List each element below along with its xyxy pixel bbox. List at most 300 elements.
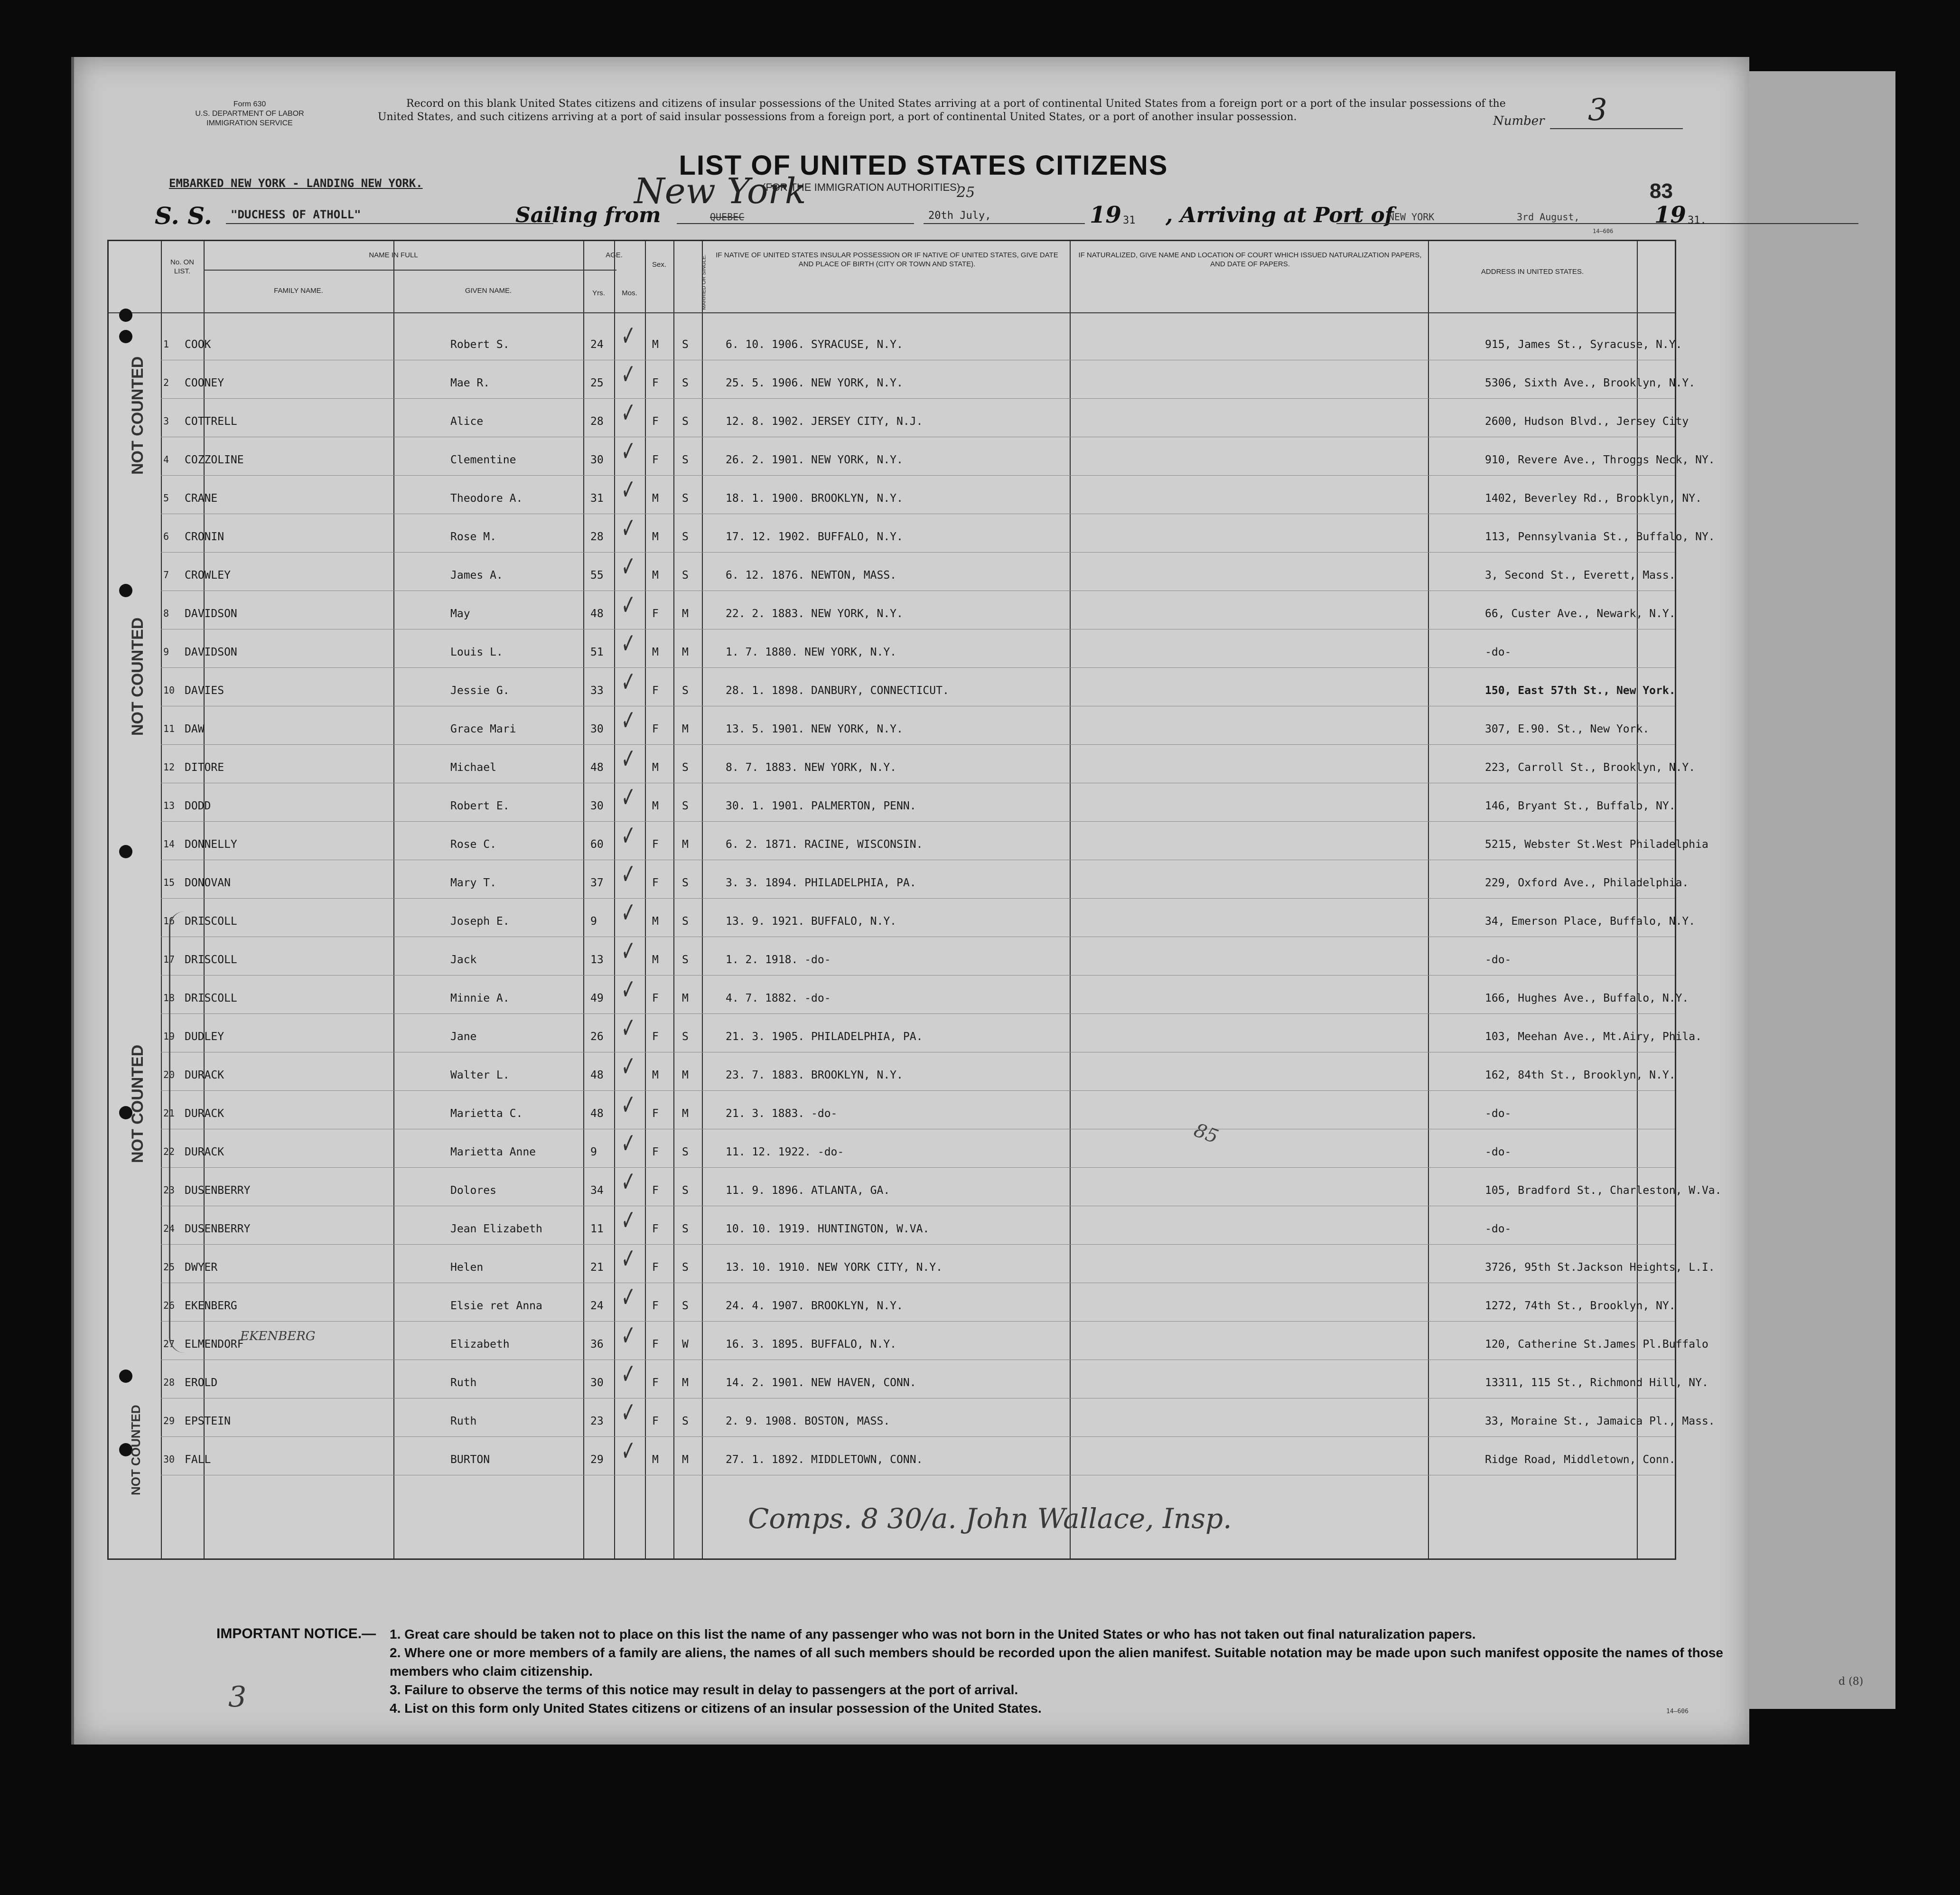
- birth-info: 13. 5. 1901. NEW YORK, N.Y.: [726, 723, 903, 735]
- row-line: [161, 898, 1675, 899]
- row-number: 20: [163, 1069, 175, 1080]
- page-title: LIST OF UNITED STATES CITIZENS: [679, 150, 1168, 181]
- col-header-name-in-full: NAME IN FULL: [369, 251, 418, 259]
- age-years: 48: [590, 608, 604, 620]
- birth-info: 25. 5. 1906. NEW YORK, N.Y.: [726, 377, 903, 389]
- col-divider: [1070, 241, 1071, 1558]
- row-number: 15: [163, 877, 175, 888]
- row-line: [161, 1013, 1675, 1014]
- marital-status: S: [682, 877, 689, 889]
- age-years: 31: [590, 492, 604, 505]
- address: 103, Meehan Ave., Mt.Airy, Phila.: [1485, 1031, 1702, 1043]
- bottom-handwritten-number: 3: [228, 1680, 247, 1714]
- address: 5215, Webster St.West Philadelphia: [1485, 838, 1708, 851]
- marital-status: S: [682, 1146, 689, 1158]
- address: 33, Moraine St., Jamaica Pl., Mass.: [1485, 1415, 1715, 1427]
- row-number: 10: [163, 685, 175, 696]
- check-mark-icon: ✓: [621, 819, 636, 853]
- sex: M: [652, 646, 659, 658]
- punch-hole: [119, 584, 132, 597]
- birth-info: 6. 12. 1876. NEWTON, MASS.: [726, 569, 897, 582]
- form-number: Form 630: [233, 100, 266, 108]
- age-years: 60: [590, 838, 604, 851]
- age-years: 9: [590, 1146, 597, 1158]
- family-name: FALL: [185, 1454, 211, 1466]
- row-number: 14: [163, 838, 175, 850]
- col-header-yrs: Yrs.: [592, 289, 605, 297]
- intro-text: Record on this blank United States citizens and citizens of insular possessions of the United States arriving at a port of continental United States from a foreign port or a port of the insular possessions of the United States, and such citizens arriving at a port of said insular possessions from a foreign port, a port of continental United States, or a port of another insular possession.: [378, 98, 1506, 123]
- punch-hole: [119, 330, 132, 343]
- sailing-line: [677, 223, 914, 224]
- col-divider: [1637, 241, 1638, 1558]
- col-header-birth: IF NATIVE OF UNITED STATES INSULAR POSSESSION OR IF NATIVE OF UNITED STATES, GIVE DATE AND PLACE OF BIRTH (CITY OR TOWN AND STATE).: [716, 251, 1058, 268]
- family-name: DITORE: [185, 761, 224, 774]
- row-number: 1: [163, 338, 169, 350]
- row-number: 2: [163, 377, 169, 388]
- col-header-no: No. ON LIST.: [170, 258, 194, 275]
- row-line: [161, 1090, 1675, 1091]
- family-name: DUSENBERRY: [185, 1184, 251, 1197]
- address: 66, Custer Ave., Newark, N.Y.: [1485, 608, 1676, 620]
- address: 13311, 115 St., Richmond Hill, NY.: [1485, 1377, 1708, 1389]
- citizens-table: [107, 240, 1722, 1560]
- marital-status: M: [682, 608, 689, 620]
- arriving-label: , Arriving at Port of: [1166, 203, 1394, 227]
- birth-info: 18. 1. 1900. BROOKLYN, N.Y.: [726, 492, 903, 505]
- age-years: 11: [590, 1223, 604, 1235]
- given-name: Louis L.: [450, 646, 503, 658]
- age-years: 28: [590, 531, 604, 543]
- check-mark-icon: ✓: [621, 858, 636, 891]
- row-number: 23: [163, 1184, 175, 1196]
- arrival-year-suffix: 31.: [1688, 215, 1707, 226]
- under-sheet-tag: d (8): [1839, 1676, 1864, 1688]
- row-number: 24: [163, 1223, 175, 1234]
- marital-status: S: [682, 1300, 689, 1312]
- arrival-port: NEW YORK: [1389, 211, 1435, 223]
- age-years: 36: [590, 1338, 604, 1351]
- row-number: 4: [163, 454, 169, 465]
- given-name: Mae R.: [450, 377, 490, 389]
- given-name: Mary T.: [450, 877, 496, 889]
- given-name: Clementine: [450, 454, 516, 466]
- sex: F: [652, 415, 659, 428]
- marital-status: S: [682, 954, 689, 966]
- check-mark-icon: ✓: [621, 1012, 636, 1045]
- address: 1272, 74th St., Brooklyn, NY.: [1485, 1300, 1676, 1312]
- row-line: [161, 1436, 1675, 1437]
- given-name: Dolores: [450, 1184, 496, 1197]
- sailing-handwritten: New York: [634, 171, 806, 212]
- birth-info: 2. 9. 1908. BOSTON, MASS.: [726, 1415, 890, 1427]
- marital-status: M: [682, 1377, 689, 1389]
- check-mark-icon: ✓: [621, 512, 636, 545]
- address: 223, Carroll St., Brooklyn, N.Y.: [1485, 761, 1696, 774]
- age-years: 48: [590, 1107, 604, 1120]
- ship-name: "DUCHESS OF ATHOLL": [231, 208, 361, 221]
- col-header-mos: Mos.: [622, 289, 637, 297]
- notice-list: [390, 1625, 1728, 1717]
- arrival-date: 3rd August,: [1517, 211, 1580, 223]
- number-line: [1550, 128, 1683, 129]
- margin-bracket: [169, 911, 185, 1353]
- marital-status: S: [682, 915, 689, 928]
- row-number: 27: [163, 1338, 175, 1350]
- marital-status: S: [682, 1261, 689, 1274]
- address: 910, Revere Ave., Throggs Neck, NY.: [1485, 454, 1715, 466]
- birth-info: 6. 10. 1906. SYRACUSE, N.Y.: [726, 338, 903, 351]
- punch-hole: [119, 1370, 132, 1383]
- check-mark-icon: ✓: [621, 319, 636, 353]
- family-name: DRISCOLL: [185, 954, 237, 966]
- given-name: Marietta C.: [450, 1107, 523, 1120]
- family-name: COZZOLINE: [185, 454, 244, 466]
- number-label: Number: [1493, 114, 1545, 128]
- address: 120, Catherine St.James Pl.Buffalo: [1485, 1338, 1708, 1351]
- check-mark-icon: ✓: [621, 1204, 636, 1237]
- row-number: 29: [163, 1415, 175, 1426]
- sex: F: [652, 1184, 659, 1197]
- birth-info: 21. 3. 1883. -do-: [726, 1107, 838, 1120]
- marital-status: S: [682, 415, 689, 428]
- birth-info: 24. 4. 1907. BROOKLYN, N.Y.: [726, 1300, 903, 1312]
- age-years: 34: [590, 1184, 604, 1197]
- check-mark-icon: ✓: [621, 1050, 636, 1083]
- address: 150, East 57th St., New York.: [1485, 685, 1676, 697]
- form-block: [140, 100, 359, 128]
- address: 166, Hughes Ave., Buffalo, N.Y.: [1485, 992, 1689, 1004]
- family-name: CRANE: [185, 492, 218, 505]
- sex: F: [652, 877, 659, 889]
- address: 915, James St., Syracuse, N.Y.: [1485, 338, 1682, 351]
- family-name: DONNELLY: [185, 838, 237, 851]
- address: 162, 84th St., Brooklyn, N.Y.: [1485, 1069, 1676, 1081]
- col-divider: [583, 241, 584, 1558]
- age-years: 51: [590, 646, 604, 658]
- row-line: [161, 1321, 1675, 1322]
- address: 105, Bradford St., Charleston, W.Va.: [1485, 1184, 1722, 1197]
- check-mark-icon: ✓: [621, 1396, 636, 1429]
- family-name: EPSTEIN: [185, 1415, 231, 1427]
- check-mark-icon: ✓: [621, 1319, 636, 1352]
- marital-status: S: [682, 377, 689, 389]
- sex: F: [652, 1300, 659, 1312]
- row-line: [161, 398, 1675, 399]
- birth-info: 4. 7. 1882. -do-: [726, 992, 831, 1004]
- birth-info: 1. 2. 1918. -do-: [726, 954, 831, 966]
- birth-info: 21. 3. 1905. PHILADELPHIA, PA.: [726, 1031, 923, 1043]
- sex: F: [652, 723, 659, 735]
- notice-item-1: 1. Great care should be taken not to place on this list the name of any passenger who was not born in the United States or who has not taken out final naturalization papers.: [390, 1627, 1476, 1642]
- birth-info: 11. 9. 1896. ATLANTA, GA.: [726, 1184, 890, 1197]
- sailing-label: Sailing from: [515, 203, 661, 227]
- given-name: May: [450, 608, 470, 620]
- sex: M: [652, 800, 659, 812]
- given-name: Jack: [450, 954, 477, 966]
- family-name: DRISCOLL: [185, 992, 237, 1004]
- check-mark-icon: ✓: [621, 473, 636, 507]
- birth-info: 14. 2. 1901. NEW HAVEN, CONN.: [726, 1377, 916, 1389]
- sex: F: [652, 1146, 659, 1158]
- family-name: DURACK: [185, 1146, 224, 1158]
- family-name: DURACK: [185, 1107, 224, 1120]
- row-number: 18: [163, 992, 175, 1004]
- sex: M: [652, 954, 659, 966]
- sex: F: [652, 377, 659, 389]
- ss-label: S. S.: [155, 202, 212, 230]
- age-years: 13: [590, 954, 604, 966]
- sex: F: [652, 685, 659, 697]
- given-name: Walter L.: [450, 1069, 510, 1081]
- marital-status: S: [682, 761, 689, 774]
- sex: M: [652, 569, 659, 582]
- address: 307, E.90. St., New York.: [1485, 723, 1650, 735]
- service-name: IMMIGRATION SERVICE: [206, 119, 293, 127]
- col-header-family-name: FAMILY NAME.: [274, 287, 323, 295]
- address: 1402, Beverley Rd., Brooklyn, NY.: [1485, 492, 1702, 505]
- family-name: DUSENBERRY: [185, 1223, 251, 1235]
- age-years: 48: [590, 761, 604, 774]
- marital-status: M: [682, 992, 689, 1004]
- sex: F: [652, 1338, 659, 1351]
- given-name: Elsie ret Anna: [450, 1300, 542, 1312]
- sex: F: [652, 1261, 659, 1274]
- age-years: 30: [590, 454, 604, 466]
- birth-info: 16. 3. 1895. BUFFALO, N.Y.: [726, 1338, 897, 1351]
- check-mark-icon: ✓: [621, 396, 636, 430]
- marital-status: M: [682, 1069, 689, 1081]
- address: -do-: [1485, 1223, 1512, 1235]
- arrival-year-prefix: 19: [1654, 202, 1686, 228]
- sex: M: [652, 531, 659, 543]
- row-line: [161, 744, 1675, 745]
- family-name: DURACK: [185, 1069, 224, 1081]
- sex: F: [652, 1415, 659, 1427]
- age-years: 33: [590, 685, 604, 697]
- age-years: 28: [590, 415, 604, 428]
- given-name: Michael: [450, 761, 496, 774]
- address: -do-: [1485, 1107, 1512, 1120]
- address: -do-: [1485, 954, 1512, 966]
- marital-status: S: [682, 1223, 689, 1235]
- birth-info: 6. 2. 1871. RACINE, WISCONSIN.: [726, 838, 923, 851]
- embarked-line: EMBARKED NEW YORK - LANDING NEW YORK.: [169, 177, 423, 190]
- sex: F: [652, 1223, 659, 1235]
- sex: F: [652, 608, 659, 620]
- birth-info: 11. 12. 1922. -do-: [726, 1146, 844, 1158]
- row-number: 6: [163, 531, 169, 542]
- row-number: 8: [163, 608, 169, 619]
- family-name: DAVIES: [185, 685, 224, 697]
- address: 229, Oxford Ave., Philadelphia.: [1485, 877, 1689, 889]
- number-value: 3: [1588, 93, 1607, 128]
- address: 2600, Hudson Blvd., Jersey City: [1485, 415, 1689, 428]
- given-name: Jessie G.: [450, 685, 510, 697]
- col-divider: [614, 241, 615, 1558]
- birth-info: 28. 1. 1898. DANBURY, CONNECTICUT.: [726, 685, 949, 697]
- col-divider: [1428, 241, 1429, 1558]
- sex: M: [652, 1069, 659, 1081]
- check-mark-icon: ✓: [621, 589, 636, 622]
- given-name: Ruth: [450, 1377, 477, 1389]
- row-number: 22: [163, 1146, 175, 1157]
- marital-status: S: [682, 685, 689, 697]
- address: 3, Second St., Everett, Mass.: [1485, 569, 1676, 582]
- family-name: EKENBERG: [185, 1300, 237, 1312]
- row-number: 28: [163, 1377, 175, 1388]
- family-name: EROLD: [185, 1377, 218, 1389]
- row-number: 7: [163, 569, 169, 581]
- birth-info: 12. 8. 1902. JERSEY CITY, N.J.: [726, 415, 923, 428]
- family-name: COONEY: [185, 377, 224, 389]
- department-name: U.S. DEPARTMENT OF LABOR: [195, 110, 304, 118]
- sailing-year-suffix: 31: [1123, 215, 1136, 226]
- address: 5306, Sixth Ave., Brooklyn, N.Y.: [1485, 377, 1696, 389]
- ekenberg-handwritten: EKENBERG: [240, 1329, 316, 1343]
- notice-item-3: 3. Failure to observe the terms of this notice may result in delay to passengers at the port of arrival.: [390, 1682, 1018, 1697]
- col-divider: [204, 241, 205, 1558]
- check-mark-icon: ✓: [621, 973, 636, 1006]
- marital-status: W: [682, 1338, 689, 1351]
- family-name: DAVIDSON: [185, 646, 237, 658]
- given-name: James A.: [450, 569, 503, 582]
- sex: F: [652, 992, 659, 1004]
- sex: F: [652, 838, 659, 851]
- manifest-sheet: [71, 57, 1749, 1745]
- given-name: Marietta Anne: [450, 1146, 536, 1158]
- page-subtitle: (FOR THE IMMIGRATION AUTHORITIES): [762, 181, 961, 193]
- check-mark-icon: ✓: [621, 358, 636, 391]
- birth-info: 1. 7. 1880. NEW YORK, N.Y.: [726, 646, 897, 658]
- stamp-85: 85: [1191, 1119, 1222, 1148]
- notice-label: IMPORTANT NOTICE.—: [216, 1626, 376, 1642]
- sex: M: [652, 338, 659, 351]
- family-name: DWYER: [185, 1261, 218, 1274]
- birth-info: 13. 9. 1921. BUFFALO, N.Y.: [726, 915, 897, 928]
- marital-status: M: [682, 1454, 689, 1466]
- given-name: Rose M.: [450, 531, 496, 543]
- check-mark-icon: ✓: [621, 1242, 636, 1276]
- given-name: Alice: [450, 415, 484, 428]
- inspector-signature: Comps. 8 30/a. John Wallace, Insp.: [748, 1502, 1232, 1535]
- not-counted-stamp: NOT COUNTED: [129, 356, 147, 475]
- notice-item-2: 2. Where one or more members of a family are aliens, the names of all such members should be recorded upon the alien manifest. Suitable notation may be made upon such manifest opposite the names of those members who claim citizenship.: [390, 1645, 1723, 1679]
- marital-status: S: [682, 338, 689, 351]
- address: 146, Bryant St., Buffalo, NY.: [1485, 800, 1676, 812]
- marital-status: S: [682, 492, 689, 505]
- row-number: 26: [163, 1300, 175, 1311]
- age-years: 25: [590, 377, 604, 389]
- header-bottom-line: [109, 312, 1675, 313]
- row-line: [161, 975, 1675, 976]
- sex: M: [652, 492, 659, 505]
- row-number: 30: [163, 1454, 175, 1465]
- birth-info: 13. 10. 1910. NEW YORK CITY, N.Y.: [726, 1261, 943, 1274]
- sailing-struck-out: QUEBEC: [710, 211, 745, 223]
- punch-hole: [119, 309, 132, 322]
- row-number: 17: [163, 954, 175, 965]
- given-name: Minnie A.: [450, 992, 510, 1004]
- family-name: DAVIDSON: [185, 608, 237, 620]
- check-mark-icon: ✓: [621, 1435, 636, 1468]
- given-name: Helen: [450, 1261, 484, 1274]
- not-counted-stamp: NOT COUNTED: [129, 617, 147, 736]
- sex: F: [652, 1107, 659, 1120]
- row-line: [161, 552, 1675, 553]
- check-mark-icon: ✓: [621, 1088, 636, 1122]
- given-name: Grace Mari: [450, 723, 516, 735]
- family-name: CRONIN: [185, 531, 224, 543]
- family-name: DODD: [185, 800, 211, 812]
- given-name: BURTON: [450, 1454, 490, 1466]
- age-years: 55: [590, 569, 604, 582]
- given-name: Elizabeth: [450, 1338, 510, 1351]
- family-name: DUDLEY: [185, 1031, 224, 1043]
- marital-status: S: [682, 569, 689, 582]
- col-divider: [673, 241, 674, 1558]
- col-header-sex: Sex.: [652, 261, 666, 269]
- address: 113, Pennsylvania St., Buffalo, NY.: [1485, 531, 1715, 543]
- check-mark-icon: ✓: [621, 550, 636, 583]
- row-number: 9: [163, 646, 169, 657]
- col-header-naturalized: IF NATURALIZED, GIVE NAME AND LOCATION OF COURT WHICH ISSUED NATURALIZATION PAPERS, AND DATE OF PAPERS.: [1078, 251, 1422, 268]
- given-name: Jean Elizabeth: [450, 1223, 542, 1235]
- given-name: Jane: [450, 1031, 477, 1043]
- check-mark-icon: ✓: [621, 627, 636, 660]
- check-mark-icon: ✓: [621, 1281, 636, 1314]
- marital-status: M: [682, 723, 689, 735]
- birth-info: 30. 1. 1901. PALMERTON, PENN.: [726, 800, 916, 812]
- birth-info: 26. 2. 1901. NEW YORK, N.Y.: [726, 454, 903, 466]
- col-header-given-name: GIVEN NAME.: [465, 287, 512, 295]
- family-name: DONOVAN: [185, 877, 231, 889]
- check-mark-icon: ✓: [621, 704, 636, 737]
- row-number: 11: [163, 723, 175, 734]
- sail-date-line: [924, 223, 1085, 224]
- given-name: Joseph E.: [450, 915, 510, 928]
- col-divider: [161, 241, 162, 1558]
- given-name: Theodore A.: [450, 492, 523, 505]
- header-divider: [204, 270, 616, 271]
- given-name: Robert E.: [450, 800, 510, 812]
- row-number: 12: [163, 761, 175, 773]
- col-divider: [393, 241, 394, 1558]
- bottom-form-code: 14—606: [1666, 1708, 1689, 1715]
- form-code: 14—606: [1593, 228, 1614, 235]
- check-mark-icon: ✓: [621, 1358, 636, 1391]
- age-years: 29: [590, 1454, 604, 1466]
- row-number: 19: [163, 1031, 175, 1042]
- family-name: ELMENDORF: [185, 1338, 244, 1351]
- age-years: 26: [590, 1031, 604, 1043]
- age-years: 24: [590, 338, 604, 351]
- marital-status: S: [682, 454, 689, 466]
- family-name: DRISCOLL: [185, 915, 237, 928]
- address: -do-: [1485, 1146, 1512, 1158]
- notice-item-4: 4. List on this form only United States citizens or citizens of an insular possession of the United States.: [390, 1701, 1042, 1716]
- age-years: 30: [590, 800, 604, 812]
- row-number: 5: [163, 492, 169, 504]
- age-years: 21: [590, 1261, 604, 1274]
- address: Ridge Road, Middletown, Conn.: [1485, 1454, 1676, 1466]
- not-counted-stamp: NOT COUNTED: [129, 1044, 147, 1163]
- check-mark-icon: ✓: [621, 781, 636, 814]
- family-name: COOK: [185, 338, 211, 351]
- age-years: 48: [590, 1069, 604, 1081]
- page-number: 83: [1650, 179, 1673, 203]
- marital-status: M: [682, 1107, 689, 1120]
- given-name: Ruth: [450, 1415, 477, 1427]
